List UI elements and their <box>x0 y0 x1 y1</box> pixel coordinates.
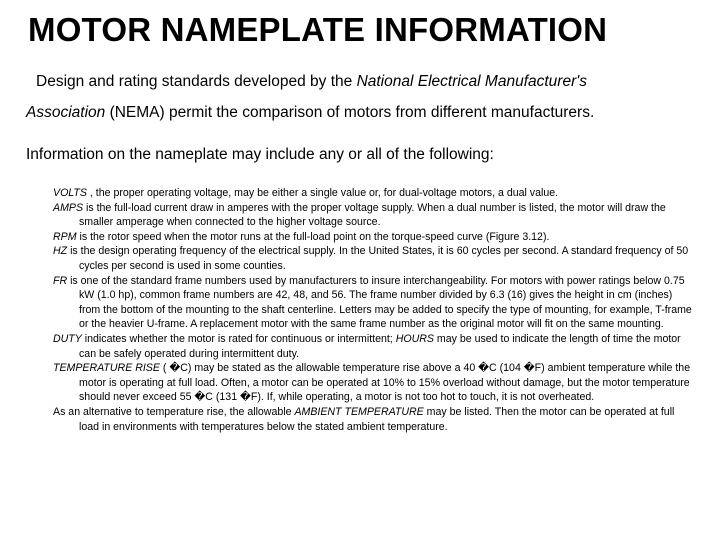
definition-text: is one of the standard frame numbers used by manufacturers to insure interchangeability. For motors with power ratings below 0.75 kW (1.0 hp), common frame numbers are 42, 48, and 56. The frame number divided by 6.3 (16) gives the height in cm (inches) from the bottom of the mounting to the shaft centerline. Letters may be added to specify the type of mounting, for example, T-frame or the heavier U-frame. A replacement motor with the same frame number as the original motor will fit on the same mounting. <box>67 274 692 331</box>
definition-text: , the proper operating voltage, may be either a single value or, for dual-voltage motors, a dual value. <box>86 187 559 199</box>
term-volts: VOLTS <box>53 187 87 199</box>
term-fr: FR <box>53 274 68 287</box>
definition-text: may be listed. Then the motor can be operated at full load in environments with temperatures below the stated ambient temperature. <box>79 405 675 433</box>
definition-text: indicates whether the motor is rated for continuous or intermittent; <box>81 332 396 345</box>
term-rpm: RPM <box>53 230 77 243</box>
definition-text: is the full-load current draw in amperes with the proper voltage supply. When a dual number is listed, the motor will draw the smaller amperage when connected to the higher voltage source. <box>79 201 666 229</box>
definition-text: As an alternative to temperature rise, the allowable <box>53 405 295 418</box>
term-hours: HOURS <box>395 332 434 345</box>
term-amps: AMPS <box>53 201 84 214</box>
intro-line-1-text: Design and rating standards developed by the <box>36 73 357 90</box>
definition-amps <box>53 201 693 230</box>
lead-sentence: Information on the nameplate may include any or all of the following: <box>26 146 494 163</box>
definition-hz <box>53 244 693 273</box>
definitions-list <box>53 186 693 434</box>
term-ambient-temperature: AMBIENT TEMPERATURE <box>294 405 424 418</box>
term-hz: HZ <box>53 245 68 258</box>
intro-emphasis-association: Association <box>26 104 106 121</box>
definition-ambient-temperature <box>53 405 693 434</box>
intro-line-2-text: (NEMA) permit the comparison of motors from different manufacturers. <box>105 104 595 121</box>
page-title: MOTOR NAMEPLATE INFORMATION <box>28 11 608 48</box>
definition-text: is the rotor speed when the motor runs at the full-load point on the torque-speed curve (Figure 3.12). <box>76 230 550 243</box>
definition-fr <box>53 274 693 332</box>
term-temperature-rise: TEMPERATURE RISE <box>53 362 160 375</box>
definition-volts <box>53 186 693 201</box>
definition-rpm <box>53 230 693 245</box>
term-duty: DUTY <box>53 332 82 345</box>
definition-duty <box>53 332 693 361</box>
intro-paragraph <box>26 66 706 128</box>
intro-line-1 <box>26 66 706 97</box>
definition-text: is the design operating frequency of the electrical supply. In the United States, it is 60 cycles per second. A standard frequency of 50 cycles per second is used in some counties. <box>67 245 689 272</box>
definition-text: ( �C) may be stated as the allowable temperature rise above a 40 �C (104 �F) ambient temperature while the motor is operating at full load. Often, a motor can be operated at 10% to 15% overload without damage, but the motor temperature should never exceed 55 �C (131 �F). If, while operating, a motor is not too hot to touch, it is not overheated. <box>79 362 691 404</box>
intro-line-2 <box>26 97 706 128</box>
definition-temperature-rise <box>53 361 693 405</box>
definition-text: may be used to indicate the length of time the motor can be safely operated during intermittent duty. <box>79 332 681 360</box>
intro-emphasis-org: National Electrical Manufacturer's <box>356 73 587 90</box>
